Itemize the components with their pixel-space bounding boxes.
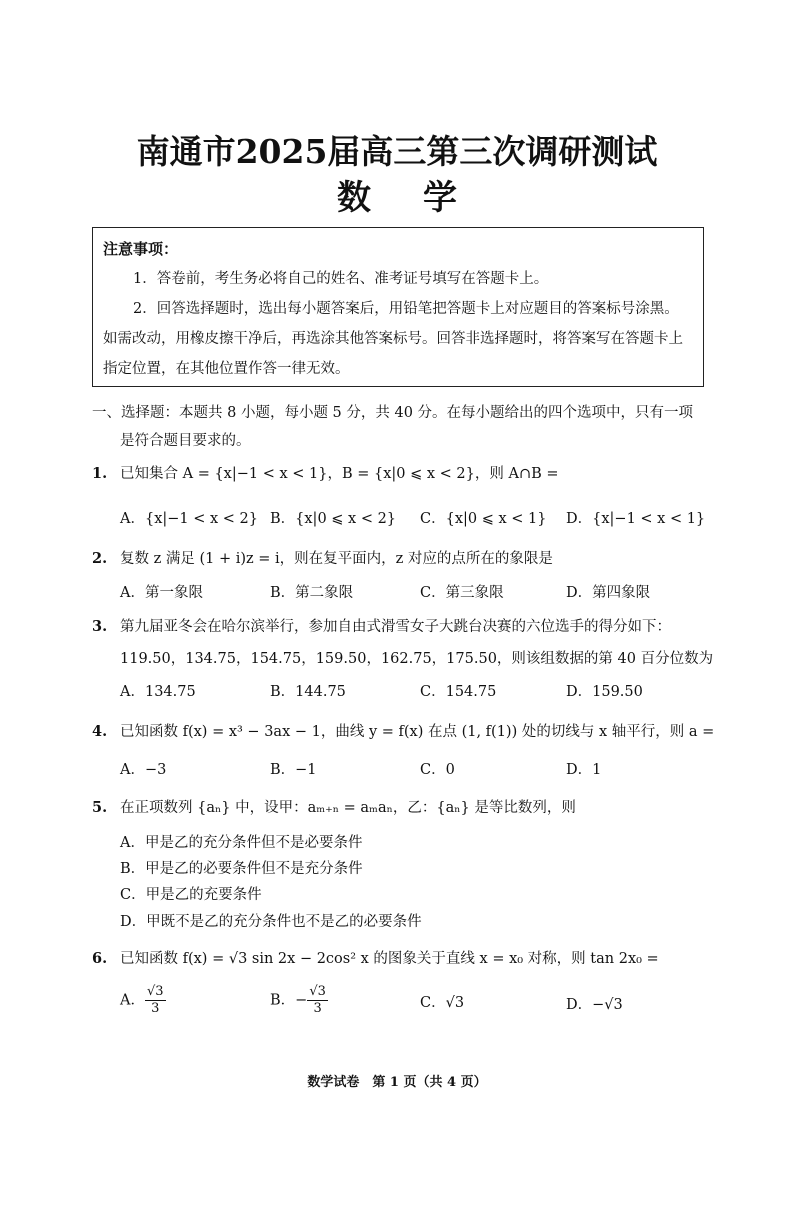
- q5-option-d: D．甲既不是乙的充分条件也不是乙的必要条件: [120, 914, 422, 930]
- question-4: [92, 720, 714, 741]
- question-stem: 在正项数列 {aₙ} 中，设甲：aₘ₊ₙ = aₘaₙ，乙：{aₙ} 是等比数列，则: [120, 800, 576, 816]
- q2-option-d: D．第四象限: [566, 585, 651, 601]
- question-2: [92, 547, 553, 568]
- question-stem: 已知函数 f(x) = √3 sin 2x − 2cos² x 的图象关于直线 x = x₀ 对称，则 tan 2x₀ =: [120, 951, 659, 967]
- question-number: 2.: [92, 550, 108, 567]
- q6-option-b: [270, 984, 328, 1017]
- question-stem: 第九届亚冬会在哈尔滨举行，参加自由式滑雪女子大跳台决赛的六位选手的得分如下：: [120, 619, 671, 635]
- q4-option-c: C．0: [420, 762, 455, 778]
- q2-option-c: C．第三象限: [420, 585, 504, 601]
- fraction-numerator: √3: [146, 984, 164, 999]
- notice-item-2: 2．回答选择题时，选出每小题答案后，用铅笔把答题卡上对应题目的答案标号涂黑。: [133, 301, 679, 317]
- notice-item-2-end: 指定位置，在其他位置作答一律无效。: [103, 361, 350, 377]
- fraction-denominator: 3: [313, 1001, 322, 1016]
- fraction: [145, 984, 166, 1017]
- question-3-cont: 119.50，134.75，154.75，159.50，162.75，175.50，则该组数据的第 40 百分位数为: [120, 651, 714, 667]
- question-number: 5.: [92, 799, 108, 816]
- page-footer: 数学试卷 第 1 页（共 4 页）: [307, 1075, 487, 1090]
- question-3: [92, 615, 671, 636]
- notice-heading: 注意事项：: [103, 240, 179, 258]
- section-heading-cont: 是符合题目要求的。: [120, 433, 251, 449]
- q6-option-a: [120, 984, 166, 1017]
- q3-option-c: C．154.75: [420, 684, 497, 700]
- notice-item-2-cont: 如需改动，用橡皮擦干净后，再选涂其他答案标号。回答非选择题时，将答案写在答题卡上: [103, 331, 683, 347]
- q4-option-a: A．−3: [120, 762, 167, 778]
- q2-option-a: A．第一象限: [120, 585, 203, 601]
- q3-option-d: D．159.50: [566, 684, 643, 700]
- q4-option-b: B．−1: [270, 762, 317, 778]
- q2-option-b: B．第二象限: [270, 585, 354, 601]
- q5-option-b: B．甲是乙的必要条件但不是充分条件: [120, 861, 363, 877]
- option-label: A．: [120, 992, 145, 1009]
- question-stem: 已知函数 f(x) = x³ − 3ax − 1，曲线 y = f(x) 在点 (1, f(1)) 处的切线与 x 轴平行，则 a =: [120, 724, 715, 740]
- section-heading: 一、选择题：本题共 8 小题，每小题 5 分，共 40 分。在每小题给出的四个选项中，只有一项: [92, 405, 694, 421]
- exam-title: 南通市2025届高三第三次调研测试: [136, 132, 658, 171]
- question-number: 3.: [92, 618, 108, 635]
- q6-option-c: C．√3: [420, 995, 465, 1011]
- fraction-numerator: √3: [309, 984, 326, 999]
- q4-option-d: D．1: [566, 762, 602, 778]
- notice-item-1: 1．答卷前，考生务必将自己的姓名、准考证号填写在答题卡上。: [133, 271, 549, 287]
- question-number: 4.: [92, 723, 108, 740]
- question-stem: 复数 z 满足 (1 + i)z = i，则在复平面内，z 对应的点所在的象限是: [120, 551, 553, 567]
- notice-box: [92, 227, 704, 387]
- q3-option-b: B．144.75: [270, 684, 346, 700]
- exam-subject: 数学: [337, 178, 509, 218]
- question-number: 6.: [92, 950, 108, 967]
- fraction-denominator: 3: [151, 1001, 160, 1016]
- option-label: B．−: [270, 992, 308, 1009]
- q6-option-d: D．−√3: [566, 997, 623, 1013]
- fraction: [307, 984, 328, 1017]
- q1-option-c: C．{x|0 ⩽ x < 1}: [420, 511, 547, 527]
- q3-option-a: A．134.75: [120, 684, 196, 700]
- q1-option-a: A．{x|−1 < x < 2}: [120, 511, 258, 527]
- q1-option-d: D．{x|−1 < x < 1}: [566, 511, 706, 527]
- question-6: [92, 947, 659, 968]
- q1-option-b: B．{x|0 ⩽ x < 2}: [270, 511, 397, 527]
- question-number: 1.: [92, 465, 108, 482]
- q5-option-a: A．甲是乙的充分条件但不是必要条件: [120, 835, 363, 851]
- question-stem: 已知集合 A = {x|−1 < x < 1}，B = {x|0 ⩽ x < 2}，则 A∩B =: [120, 466, 559, 482]
- q5-option-c: C．甲是乙的充要条件: [120, 887, 262, 903]
- question-5: [92, 796, 576, 817]
- question-1: [92, 462, 559, 483]
